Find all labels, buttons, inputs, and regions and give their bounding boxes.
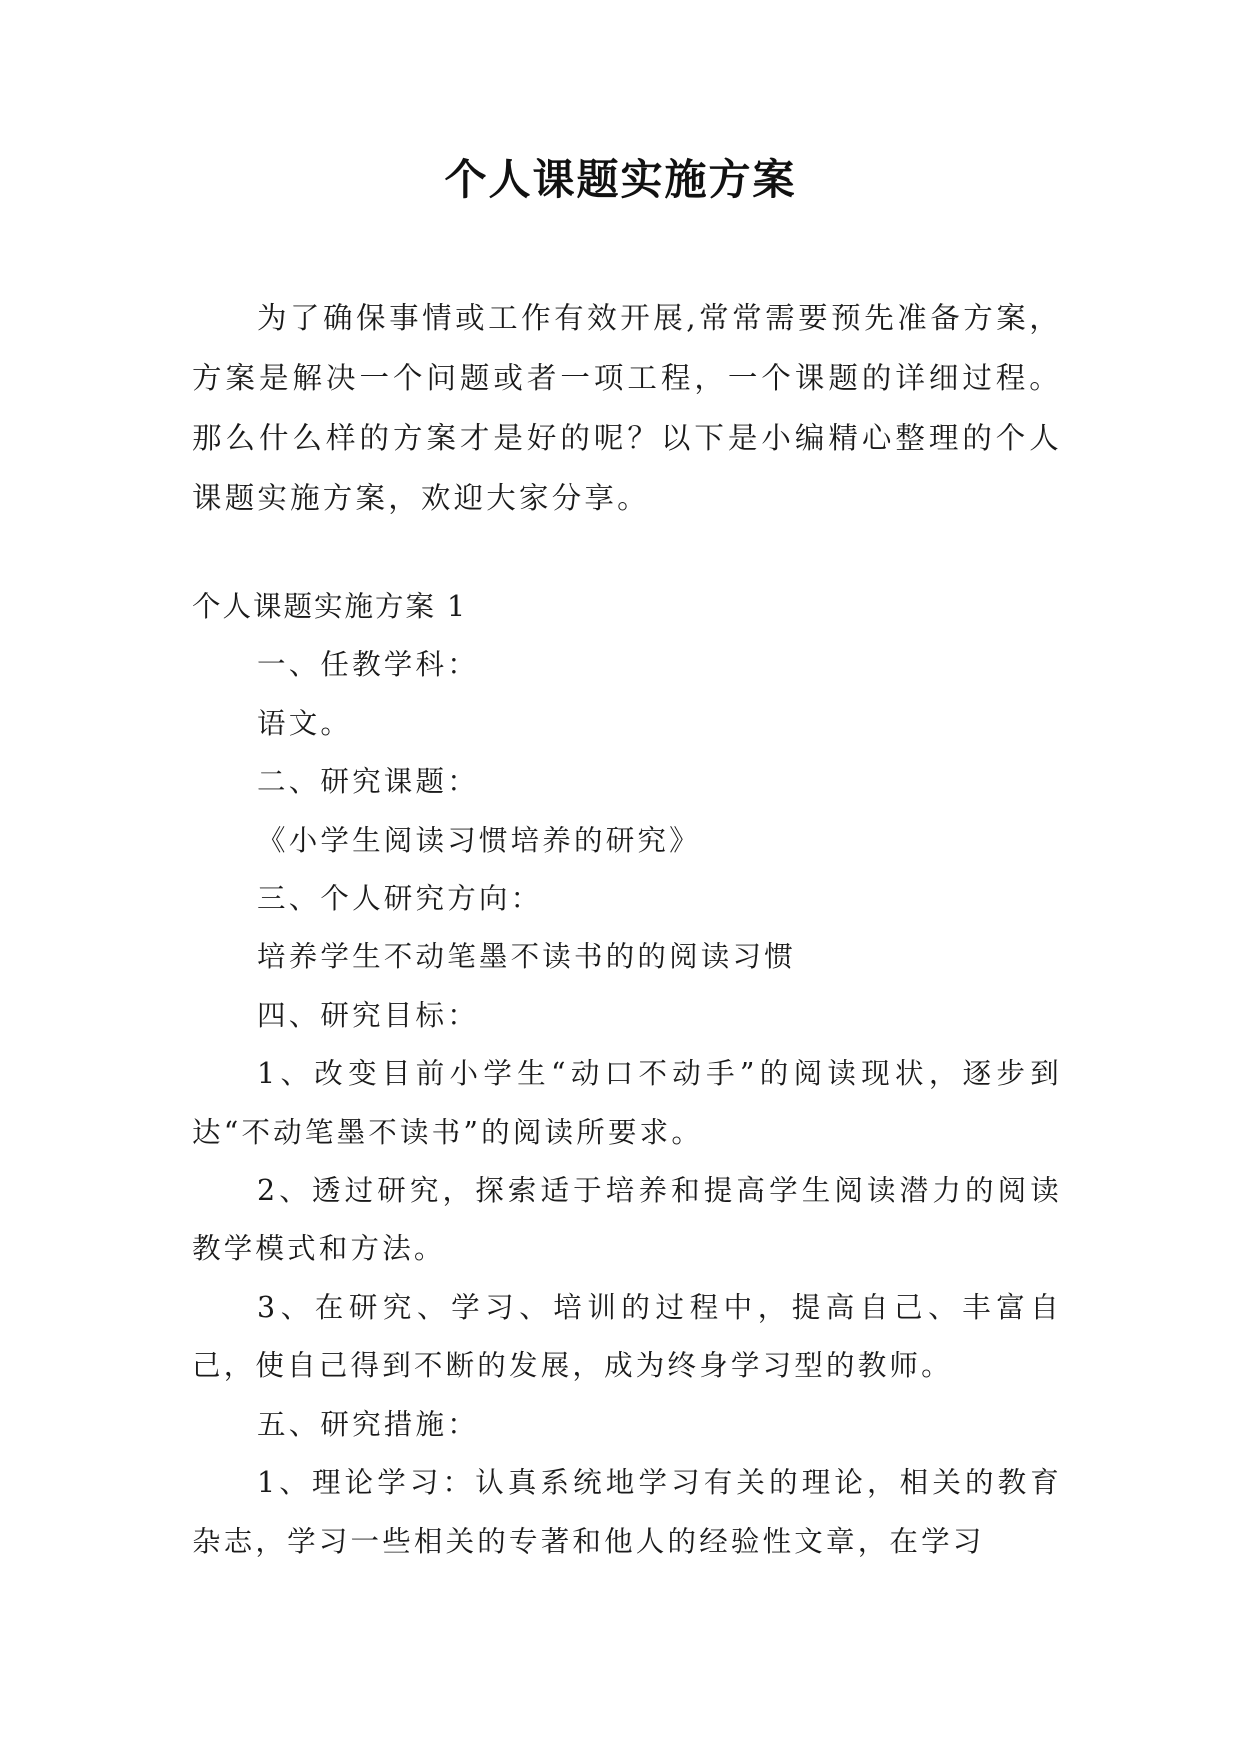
text-subject-value: 语文。 (257, 706, 353, 740)
paragraph-goal-2: 2、透过研究，探索适于培养和提高学生阅读潜力的阅读教学模式和方法。 (192, 1174, 1062, 1266)
heading-research-direction: 三、个人研究方向： (257, 882, 543, 916)
heading-subject: 一、任教学科： (257, 648, 479, 682)
intro-paragraph: 为了确保事情或工作有效开展,常常需要预先准备方案，方案是解决一个问题或者一项工程，一个课题的详细过程。那么什么样的方案才是好的呢？以下是小编精心整理的个人课题实施方案，欢迎大家分享。 (192, 301, 1062, 515)
text-research-direction-value: 培养学生不动笔墨不读书的的阅读习惯 (257, 940, 796, 974)
paragraph-goal-3: 3、在研究、学习、培训的过程中，提高自己、丰富自己，使自己得到不断的发展，成为终身学习型的教师。 (192, 1290, 1062, 1383)
heading-research-measures: 五、研究措施： (257, 1407, 479, 1441)
paragraph-measure-1: 1、理论学习：认真系统地学习有关的理论，相关的教育杂志，学习一些相关的专著和他人的经验性文章，在学习 (192, 1466, 1062, 1558)
heading-research-goals: 四、研究目标： (257, 998, 479, 1032)
paragraph-goal-1: 1、改变目前小学生“动口不动手”的阅读现状，逐步到达“不动笔墨不读书”的阅读所要求。 (192, 1057, 1062, 1149)
heading-research-topic: 二、研究课题： (257, 765, 479, 799)
section-title: 个人课题实施方案 1 (192, 590, 468, 623)
text-research-topic-value: 《小学生阅读习惯培养的研究》 (257, 823, 701, 857)
document-body (192, 578, 1062, 1571)
document-title: 个人课题实施方案 (444, 155, 797, 204)
